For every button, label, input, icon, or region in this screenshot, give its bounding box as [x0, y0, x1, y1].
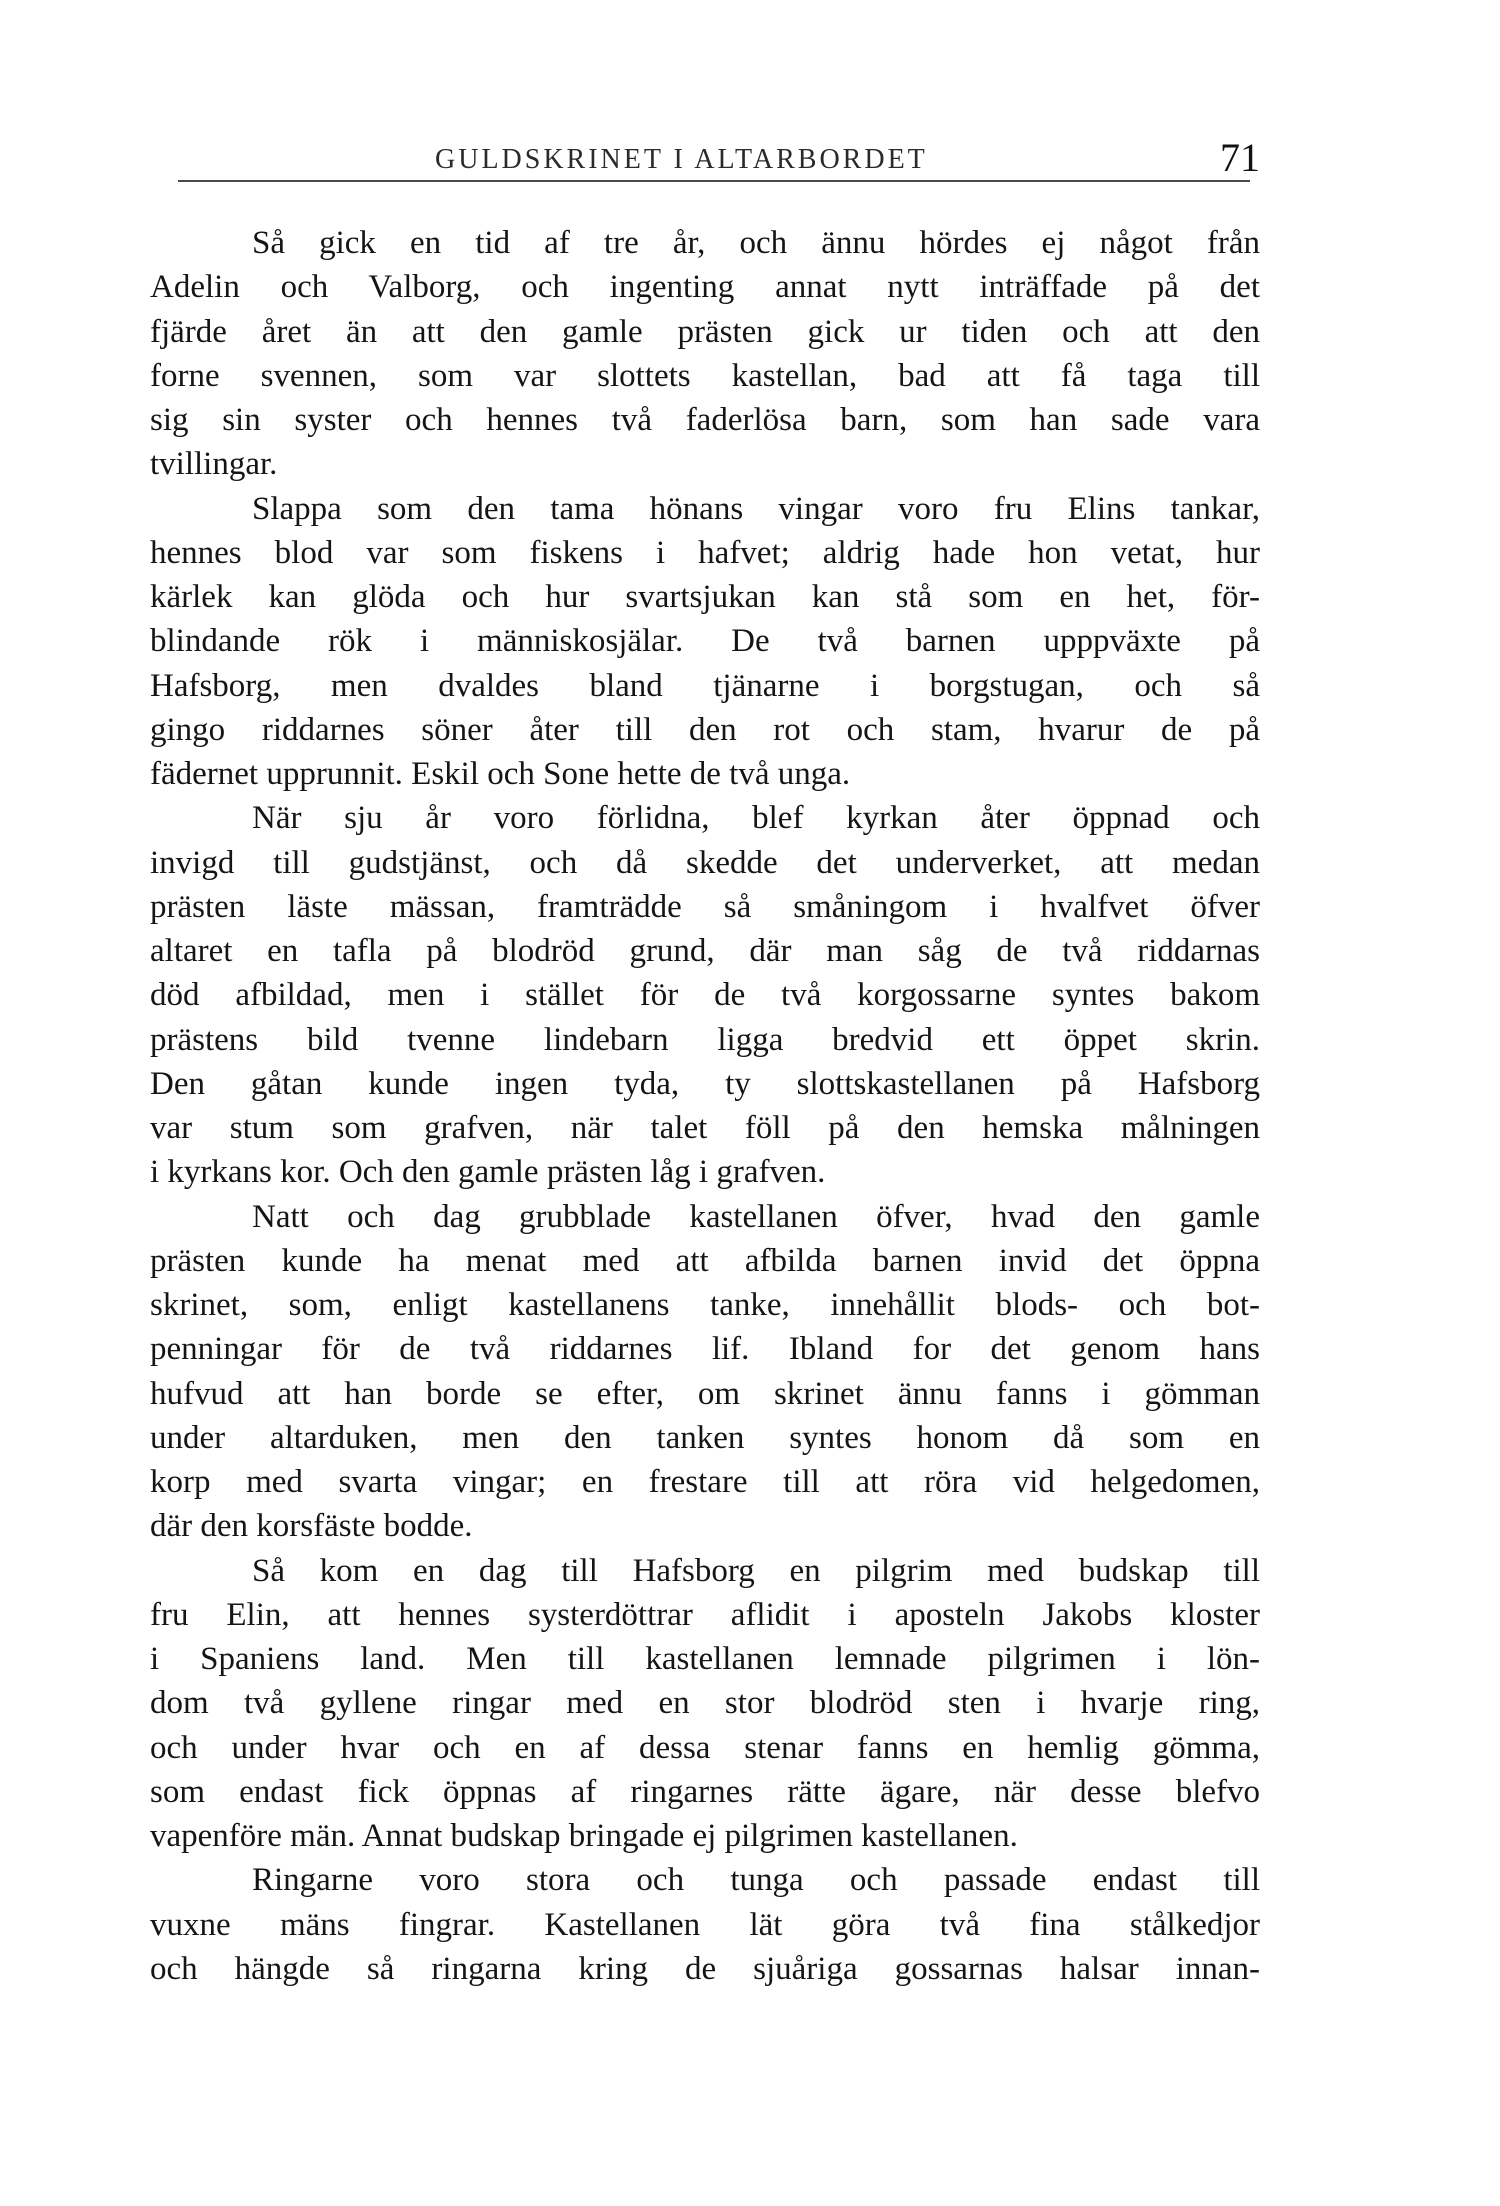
text-line: prästen läste mässan, framträdde så småningom i hvalfvet öfver [150, 888, 1260, 925]
text-line: tvillingar. [150, 446, 278, 483]
text-line: prästen kunde ha menat med att afbilda barnen invid det öppna [150, 1242, 1260, 1279]
text-line: invigd till gudstjänst, och då skedde det underverket, att medan [150, 844, 1260, 881]
text-line: och hängde så ringarna kring de sjuåriga gossarnas halsar innan- [150, 1950, 1260, 1987]
text-line: Den gåtan kunde ingen tyda, ty slottskastellanen på Hafsborg [150, 1065, 1260, 1102]
text-line: i kyrkans kor. Och den gamle prästen låg i grafven. [150, 1154, 826, 1191]
running-title: GULDSKRINET I ALTARBORDET [435, 144, 928, 175]
text-line: Hafsborg, men dvaldes bland tjänarne i borgstugan, och så [150, 667, 1260, 704]
text-line: hufvud att han borde se efter, om skrinet ännu fanns i gömman [150, 1375, 1260, 1412]
text-line: Natt och dag grubblade kastellanen öfver, hvad den gamle [252, 1198, 1260, 1235]
paragraph-2 [150, 487, 1260, 797]
paragraph-1 [150, 221, 1260, 487]
paragraph-5 [150, 1549, 1260, 1859]
text-line: fädernet upprunnit. Eskil och Sone hette de två unga. [150, 756, 851, 792]
text-line: under altarduken, men den tanken syntes honom då som en [150, 1419, 1260, 1456]
text-line: fjärde året än att den gamle prästen gick ur tiden och att den [150, 313, 1260, 350]
text-line: och under hvar och en af dessa stenar fanns en hemlig gömma, [150, 1729, 1260, 1766]
text-line: i Spaniens land. Men till kastellanen lemnade pilgrimen i lön- [150, 1641, 1260, 1677]
paragraph-6 [150, 1858, 1260, 1991]
running-header [148, 128, 1260, 180]
text-line: Ringarne voro stora och tunga och passade endast till [252, 1862, 1260, 1899]
paragraph-4 [150, 1195, 1260, 1549]
text-line: skrinet, som, enligt kastellanens tanke, innehållit blods- och bot- [150, 1287, 1260, 1323]
text-line: prästens bild tvenne lindebarn ligga bredvid ett öppet skrin. [150, 1021, 1260, 1058]
text-line: vuxne mäns fingrar. Kastellanen lät göra två fina stålkedjor [150, 1906, 1260, 1943]
header-rule [178, 180, 1250, 182]
text-line: död afbildad, men i stället för de två korgossarne syntes bakom [150, 977, 1260, 1014]
text-line: vapenföre män. Annat budskap bringade ej pilgrimen kastellanen. [150, 1818, 1018, 1854]
text-line: hennes blod var som fiskens i hafvet; aldrig hade hon vetat, hur [150, 534, 1260, 571]
text-line: kärlek kan glöda och hur svartsjukan kan stå som en het, för- [150, 579, 1260, 615]
text-line: Slappa som den tama hönans vingar voro fru Elins tankar, [252, 490, 1260, 527]
paragraph-3 [150, 796, 1260, 1194]
text-line: altaret en tafla på blodröd grund, där man såg de två riddarnas [150, 933, 1260, 969]
text-line: penningar för de två riddarnes lif. Ibland for det genom hans [150, 1331, 1260, 1368]
text-line: sig sin syster och hennes två faderlösa barn, som han sade vara [150, 402, 1260, 438]
text-line: forne svennen, som var slottets kastellan, bad att få taga till [150, 357, 1260, 394]
text-line: var stum som grafven, när talet föll på den hemska målningen [150, 1110, 1260, 1146]
text-line: korp med svarta vingar; en frestare till att röra vid helgedomen, [150, 1464, 1260, 1500]
text-line: där den korsfäste bodde. [150, 1508, 473, 1545]
text-line: Så gick en tid af tre år, och ännu hördes ej något från [252, 225, 1260, 261]
text-line: dom två gyllene ringar med en stor blodröd sten i hvarje ring, [150, 1685, 1260, 1722]
text-line: fru Elin, att hennes systerdöttrar aflidit i aposteln Jakobs kloster [150, 1596, 1260, 1633]
text-line: När sju år voro förlidna, blef kyrkan åter öppnad och [252, 800, 1260, 837]
text-line: Adelin och Valborg, och ingenting annat nytt inträffade på det [150, 269, 1260, 306]
text-line: Så kom en dag till Hafsborg en pilgrim med budskap till [252, 1552, 1260, 1589]
body-text [150, 221, 1260, 1991]
text-line: som endast fick öppnas af ringarnes rätte ägare, när desse blefvo [150, 1773, 1260, 1810]
text-line: gingo riddarnes söner åter till den rot och stam, hvarur de på [150, 711, 1260, 748]
page-number: 71 [1220, 135, 1260, 180]
text-line: blindande rök i människosjälar. De två barnen upppväxte på [150, 623, 1260, 660]
